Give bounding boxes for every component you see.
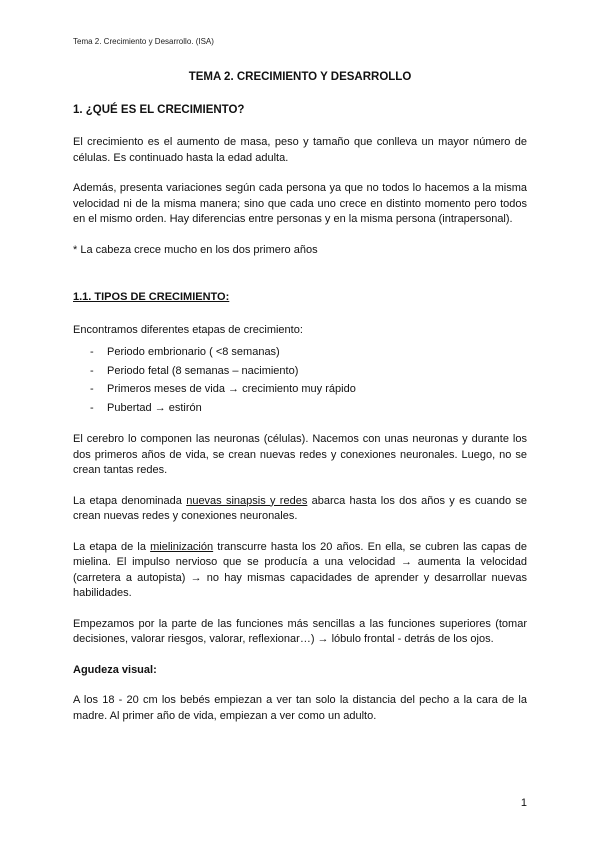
paragraph-functions: Empezamos por la parte de las funciones más sencillas a las funciones superiores (tomar decisiones, valorar riesgos, valorar, reflexionar…) → lóbulo frontal - detrás de los ojos. [73, 617, 527, 645]
paragraph-brain: El cerebro lo componen las neuronas (células). Nacemos con unas neuronas y durante los dos primeros años de vida, se crean nuevas redes y conexiones neuronales. Luego, no se crean tantas redes. [73, 433, 527, 476]
paragraph-definition: El crecimiento es el aumento de masa, peso y tamaño que conlleva un mayor número de células. Es continuado hasta la edad adulta. [73, 136, 527, 164]
paragraph-myelin [73, 540, 527, 602]
page-title: TEMA 2. CRECIMIENTO Y DESARROLLO [188, 71, 412, 83]
underlined-term: nuevas sinapsis y redes [186, 494, 308, 507]
paragraph-synapsis [73, 494, 527, 525]
document-body [73, 70, 527, 739]
subsection-heading: 1.1. TIPOS DE CRECIMIENTO: [73, 291, 230, 303]
list-item: - Periodo fetal (8 semanas – nacimiento) [73, 362, 527, 381]
note: * La cabeza crece mucho en los dos primero años [73, 243, 318, 256]
page-number: 1 [520, 797, 527, 809]
running-header: Tema 2. Crecimiento y Desarrollo. (ISA) [73, 37, 214, 46]
stages-list [73, 343, 527, 417]
text-span: La etapa denominada [73, 494, 187, 507]
text-span: abarca hasta los dos años y es cuando se crean nuevas redes y conexiones neuronales. [73, 494, 527, 522]
text-span: La etapa de la [73, 540, 151, 553]
list-item: - Pubertad → estirón [73, 399, 527, 418]
section-heading: 1. ¿QUÉ ES EL CRECIMIENTO? [73, 103, 245, 116]
paragraph-visual-acuity: A los 18 - 20 cm los bebés empiezan a ver tan solo la distancia del pecho a la cara de la madre. Al primer año de vida, empiezan a ver como un adulto. [73, 694, 527, 722]
list-item: - Primeros meses de vida → crecimiento muy rápido [73, 380, 527, 399]
paragraph-variations: Además, presenta variaciones según cada persona ya que no todos lo hacemos a la misma velocidad ni de la misma manera; sino que cada uno crece en distinto momento pero todos en el mismo orden. Hay diferencias entre personas y en la misma persona (intrapersonal). [73, 182, 527, 225]
visual-acuity-heading: Agudeza visual: [73, 663, 157, 676]
underlined-term: mielinización [150, 540, 214, 553]
text-span: transcurre hasta los 20 años. En ella, se cubren las capas de mielina. El impulso nervioso que se producía a una velocidad → aumenta la velocidad (carretera a autopista) → no hay mismas capacidades de aprender y desarrollar nuevas habilidades. [73, 540, 527, 599]
stages-intro: Encontramos diferentes etapas de crecimiento: [73, 323, 303, 336]
list-item: - Periodo embrionario ( <8 semanas) [73, 343, 527, 362]
